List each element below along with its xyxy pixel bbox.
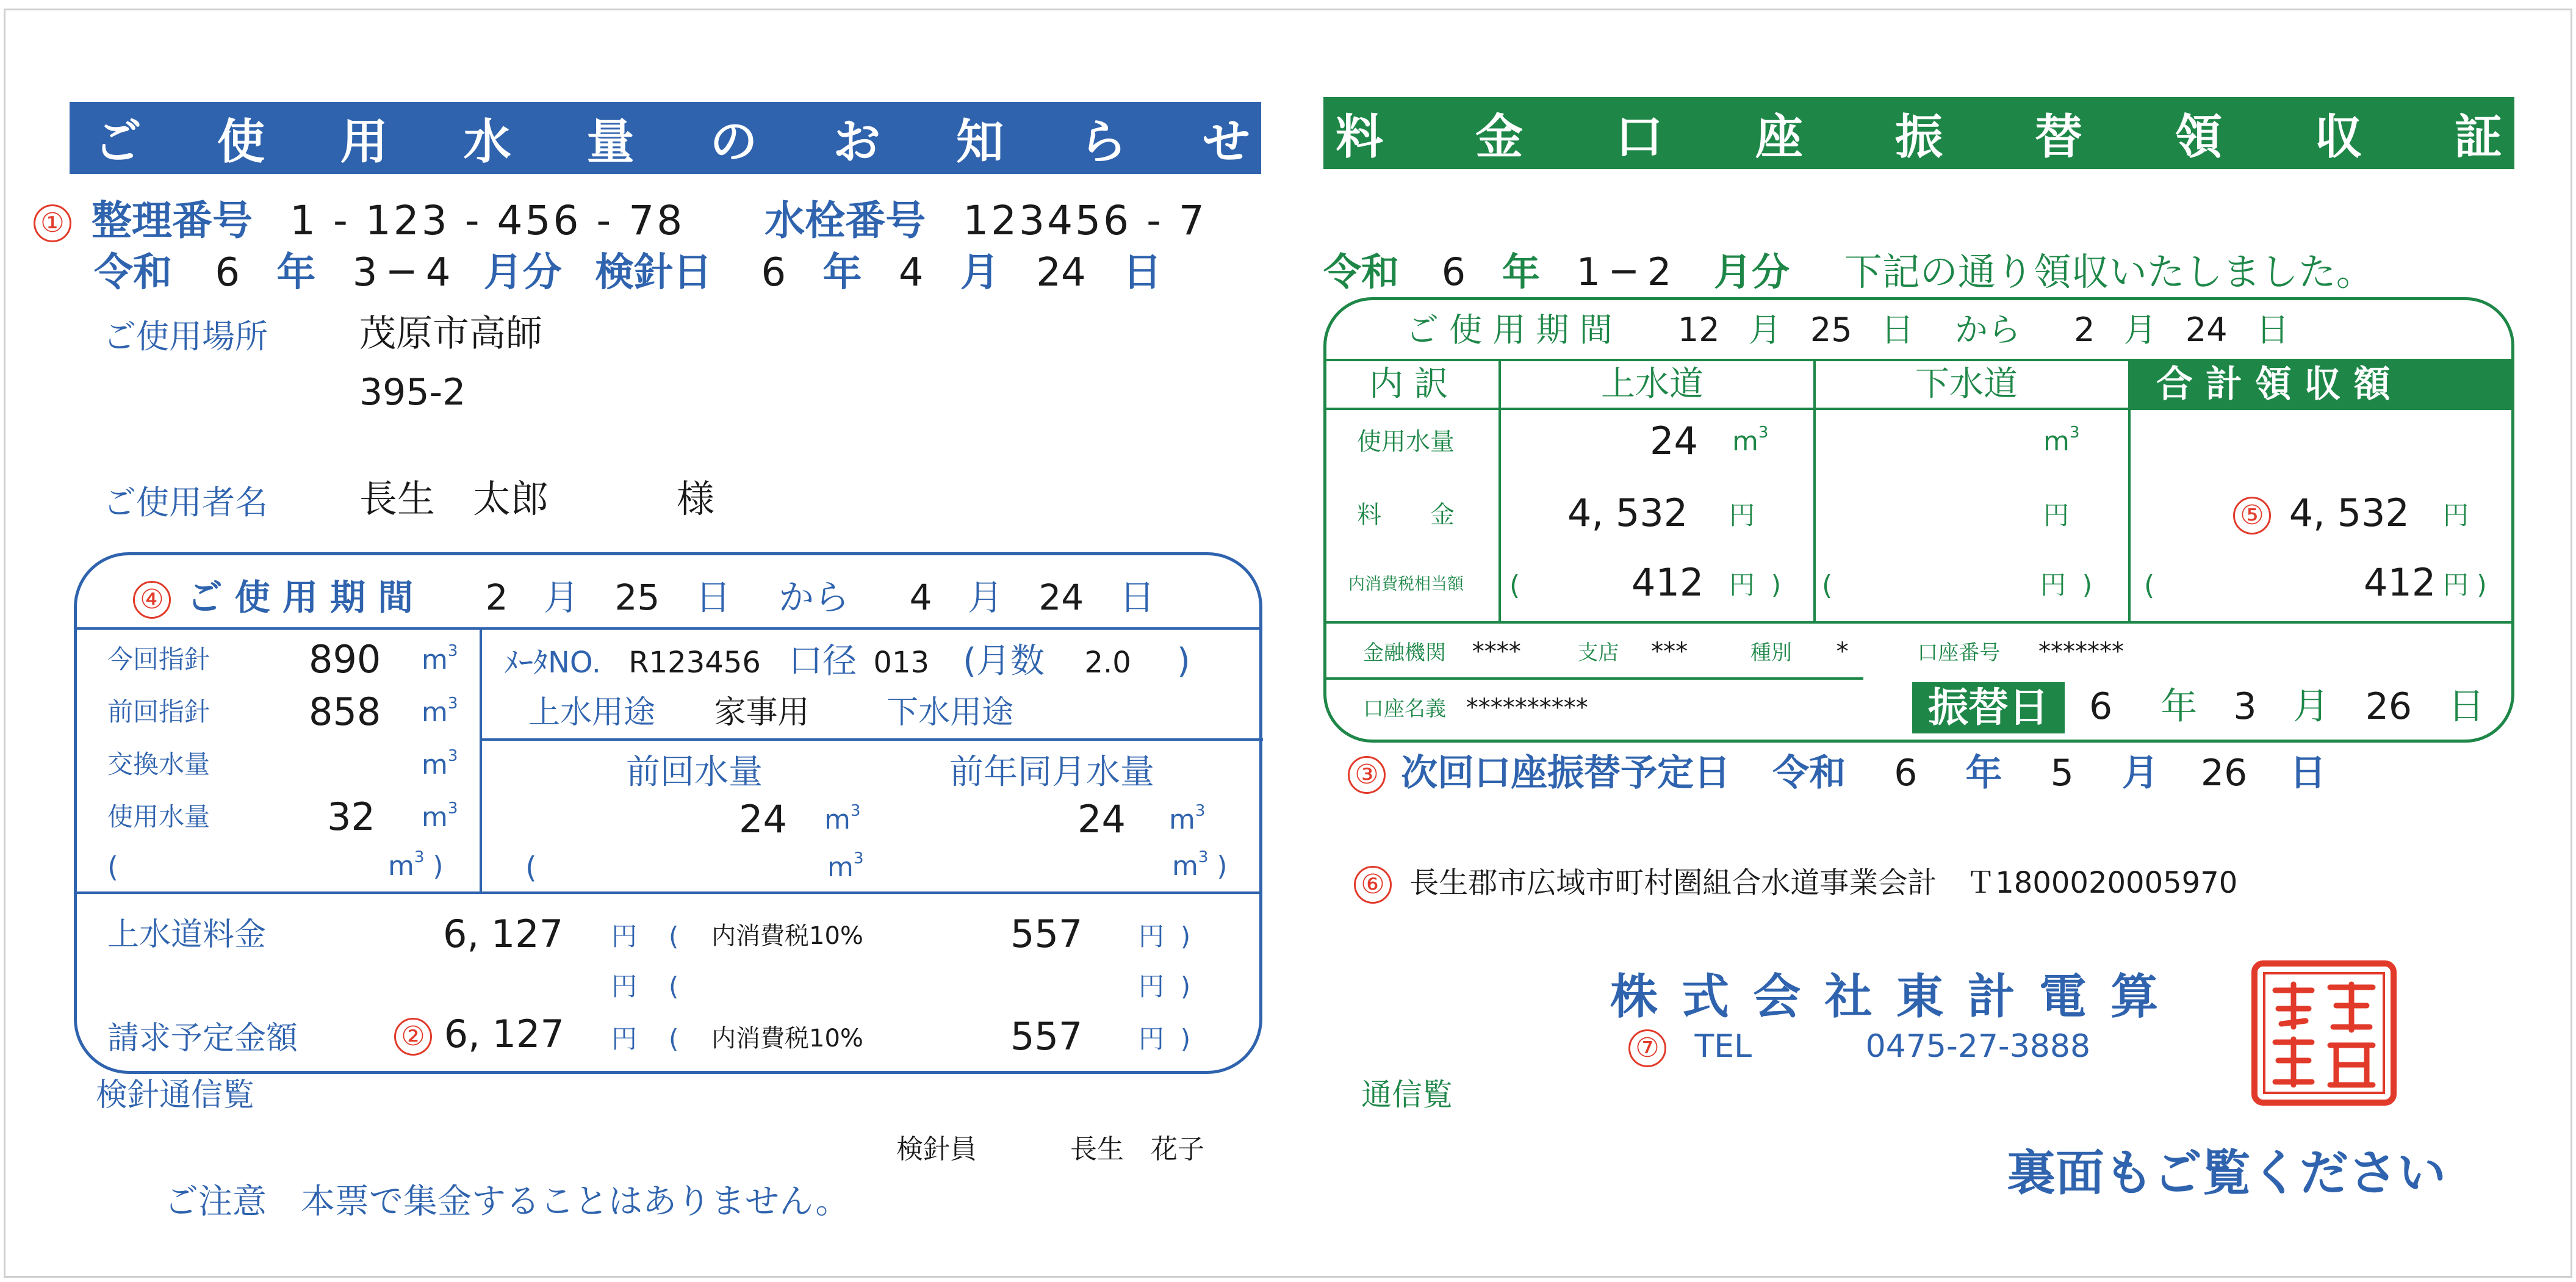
reading-value-prev: 858 (309, 690, 381, 734)
reading-label-usage: 使用水量 (107, 802, 210, 832)
left-period-kara: から (779, 577, 850, 618)
right-months: 1 ─ 2 (1576, 250, 1672, 294)
kenshinin-label: 検針員 (896, 1134, 977, 1165)
transfer-month: 3 (2233, 685, 2257, 728)
marker-7: ⑦ (1628, 1029, 1666, 1067)
marker-4: ④ (133, 581, 171, 619)
marker-2: ② (394, 1018, 432, 1056)
left-period-to-month: 4 (909, 577, 932, 618)
tax-josui: 412 (1632, 560, 1704, 605)
tel-label: TEL (1694, 1028, 1752, 1065)
right-to-hi: 日 (2256, 311, 2289, 349)
josui-use-value: 家事用 (714, 694, 810, 731)
org-row (1354, 866, 2237, 904)
header-char: の (710, 115, 758, 170)
divider (480, 627, 482, 891)
tax-total: 412 (2364, 560, 2436, 605)
right-tsushin-label: 通信覧 (1361, 1077, 1453, 1112)
blank-yen: 円 (611, 971, 638, 1001)
next-month: 5 (2050, 752, 2074, 794)
kokei-value: 013 (873, 646, 930, 680)
transfer-day: 26 (2365, 685, 2412, 728)
paren-open: ( (1822, 570, 1833, 601)
divider (1326, 408, 2511, 410)
transfer-tsuki: 月 (2292, 685, 2330, 728)
paren-open: ( (669, 1024, 679, 1054)
paren-open: ( (107, 851, 118, 884)
reiwa-label: 令和 (94, 250, 172, 295)
right-from-day: 25 (1810, 311, 1852, 349)
company-name: 株 式 会 社 東 計 電 算 (1610, 970, 2162, 1025)
left-period-header (133, 577, 1155, 619)
fee-total-yen: 円 (2443, 500, 2469, 530)
right-to-day: 24 (2185, 311, 2228, 349)
next-transfer-row (1348, 752, 2326, 794)
received-text: 下記の通り領収いたしました。 (1844, 250, 2374, 294)
kenshin-tsuki: 月 (960, 250, 999, 295)
header-char: 領 (2175, 110, 2223, 165)
kenshin-month: 4 (898, 250, 924, 295)
getsusu-close: ) (1177, 641, 1190, 681)
left-notice: ご注意 本票で集金することはありません。 (164, 1182, 850, 1222)
place-line1: 茂原市高師 (359, 312, 542, 355)
branch-label: 支店 (1577, 641, 1619, 665)
kenshin-label: 検針日 (595, 250, 713, 295)
bank-value: **** (1472, 638, 1521, 666)
reading-unit: $m^3$ (422, 799, 458, 833)
reading-value-now: 890 (309, 637, 381, 682)
right-kara: から (1954, 311, 2021, 349)
bill-amount: 6, 127 (444, 1012, 564, 1056)
header-char: ら (1079, 115, 1128, 170)
right-to-month: 2 (2074, 311, 2095, 349)
reading-value-usage: 32 (327, 794, 375, 839)
col-uchiwake: 内 訳 (1369, 364, 1448, 404)
kenshin-nen: 年 (822, 250, 862, 295)
transfer-date-row (2089, 685, 2485, 728)
right-nen: 年 (1502, 250, 1540, 294)
row-tax-label: 内消費税相当額 (1348, 575, 1464, 594)
row-usage-label: 使用水量 (1357, 428, 1455, 456)
type-value: * (1836, 638, 1849, 666)
left-detail-box (74, 552, 1262, 1074)
prev-usage-value: 24 (739, 797, 787, 841)
right-period-row (1323, 250, 2374, 294)
header-char: 収 (2314, 110, 2362, 165)
right-period-title: ご 使 用 期 間 (1406, 311, 1613, 349)
gesui-use-label: 下水用途 (887, 694, 1014, 731)
paren-unit: $m^3$ ) (1172, 848, 1228, 882)
bill-tax-yen: 円 ) (1139, 1024, 1191, 1054)
fee-total-row (2233, 491, 2409, 535)
col-gesui: 下水道 (1915, 364, 2018, 404)
bill-amount-row (394, 1012, 564, 1056)
suisen-label: 水栓番号 (765, 197, 926, 244)
header-char: 料 (1336, 110, 1384, 165)
paren-open: ( (1509, 570, 1520, 601)
next-nen: 年 (1965, 752, 2002, 794)
left-header-band (70, 102, 1261, 174)
usage-josui-unit: $m^3$ (1732, 423, 1769, 457)
type-label: 種別 (1750, 641, 1792, 665)
kenshinin-name: 長生 花子 (1070, 1134, 1204, 1165)
meter-label: ﾒｰﾀNO. (504, 646, 602, 680)
header-char: 振 (1894, 110, 1943, 165)
right-reiwa: 令和 (1323, 250, 1400, 294)
account-name-row (1363, 696, 1588, 720)
header-char: 替 (2035, 110, 2083, 165)
header-char: お (833, 115, 881, 170)
header-char: せ (1202, 115, 1250, 170)
reading-unit: $m^3$ (422, 747, 458, 780)
org-name: 長生郡市広域市町村圏組合水道事業会計 Ｔ1800020005970 (1409, 866, 2238, 900)
transfer-year: 6 (2089, 685, 2113, 728)
right-period-header (1406, 311, 2289, 349)
transfer-hi: 日 (2448, 685, 2485, 728)
water-fee-value: 6, 127 (443, 912, 564, 956)
left-tsushin-label: 検針通信覧 (96, 1077, 255, 1114)
right-from-month: 12 (1677, 311, 1720, 349)
header-char: 水 (463, 115, 511, 170)
marker-3: ③ (1348, 756, 1386, 794)
marker-1: ① (34, 204, 71, 242)
divider (1326, 621, 2511, 624)
right-tsuki: 月 (1748, 311, 1782, 349)
seiri-label: 整理番号 (91, 197, 253, 244)
next-transfer-label: 次回口座振替予定日 (1401, 752, 1731, 794)
water-tax-yen: 円 ) (1139, 921, 1191, 951)
water-fee-label: 上水道料金 (107, 916, 267, 953)
fee-gesui-yen: 円 (2043, 500, 2070, 530)
place-line2: 395-2 (359, 371, 466, 414)
col-total: 合 計 領 収 額 (2156, 363, 2391, 406)
divider (77, 891, 1259, 894)
header-char: ご (94, 115, 142, 170)
next-day: 26 (2200, 752, 2248, 794)
month-suffix: 月分 (483, 250, 562, 295)
period-year: 6 (215, 250, 240, 295)
marker-5: ⑤ (2233, 497, 2271, 535)
paren-open: ( (669, 921, 679, 951)
col-josui: 上水道 (1601, 364, 1704, 404)
left-period-to-hi: 日 (1119, 577, 1155, 618)
next-hi: 日 (2289, 752, 2326, 794)
seiri-row (34, 197, 1207, 244)
next-tsuki: 月 (2121, 752, 2159, 794)
usage-gesui-unit: $m^3$ (2043, 423, 2080, 457)
paren-open: ( (2144, 570, 2155, 601)
right-to-tsuki: 月 (2123, 311, 2157, 349)
bill-tax-label: 内消費税10% (711, 1025, 863, 1053)
left-period-from-month: 2 (485, 577, 508, 618)
bill-yen: 円 (611, 1024, 638, 1054)
divider (1498, 359, 1501, 621)
left-period-to-tsuki: 月 (967, 577, 1003, 618)
left-period-from-day: 25 (614, 577, 660, 618)
right-hi: 日 (1880, 311, 1914, 349)
yoy-usage-label: 前年同月水量 (949, 752, 1154, 792)
account-name-label: 口座名義 (1363, 697, 1446, 721)
bill-label: 請求予定金額 (107, 1020, 298, 1057)
user-suffix: 様 (677, 477, 715, 521)
header-char: 金 (1475, 110, 1524, 165)
left-period-to-day: 24 (1038, 577, 1084, 618)
header-char: 座 (1755, 110, 1803, 165)
water-tax-value: 557 (1010, 912, 1083, 956)
divider (1326, 677, 1863, 680)
fee-total: 4, 532 (2289, 491, 2409, 535)
place-label: ご使用場所 (103, 317, 268, 356)
bill-tax-value: 557 (1010, 1014, 1083, 1059)
usage-josui: 24 (1650, 419, 1698, 463)
right-header-band (1323, 97, 2514, 169)
transfer-nen: 年 (2160, 685, 2198, 728)
water-tax-label: 内消費税10% (711, 922, 863, 950)
next-year: 6 (1894, 752, 1918, 794)
blank-yen: 円 ) (1139, 971, 1191, 1001)
water-usage-notice-sheet (4, 9, 2572, 1278)
prev-usage-label: 前回水量 (626, 752, 763, 792)
left-period-tsuki: 月 (544, 577, 580, 618)
left-period-title: ご 使 用 期 間 (187, 577, 414, 618)
tax-josui-yen: 円 ) (1729, 570, 1782, 600)
right-receipt-box (1323, 297, 2514, 743)
prev-usage-unit: $m^3$ (824, 802, 861, 835)
meter-no: R123456 (628, 646, 761, 680)
yoy-usage-value: 24 (1078, 797, 1126, 841)
getsusu-label: (月数 (963, 641, 1045, 681)
seiri-value: 1 - 123 - 456 - 78 (289, 197, 685, 244)
reading-unit: $m^3$ (422, 642, 458, 675)
divider (77, 627, 1259, 630)
right-month-suffix: 月分 (1714, 250, 1790, 294)
meter-row (504, 641, 1190, 681)
paren-unit: $m^3$ (827, 849, 864, 883)
account-no-value: ******* (2038, 638, 2124, 666)
nen-label: 年 (276, 250, 316, 295)
reading-unit: $m^3$ (422, 694, 458, 728)
tel-value: 0475-27-3888 (1865, 1028, 2091, 1065)
account-no-label: 口座番号 (1917, 641, 2001, 665)
bank-row (1363, 639, 2124, 664)
reading-label-now: 今回指針 (107, 644, 210, 674)
marker-6: ⑥ (1354, 866, 1392, 904)
kokei-label: 口径 (788, 641, 857, 681)
branch-value: *** (1651, 638, 1688, 666)
bank-label: 金融機関 (1363, 641, 1446, 665)
transfer-date-label: 振替日 (1912, 682, 2065, 733)
user-label: ご使用者名 (103, 483, 268, 522)
back-notice: 裏面もご覧ください (2007, 1145, 2446, 1201)
header-char: 用 (340, 115, 388, 170)
paren-open: ( (525, 851, 537, 885)
header-char: 量 (586, 115, 635, 170)
period-row (94, 250, 1162, 295)
next-reiwa: 令和 (1772, 752, 1846, 794)
period-months: 3 ─ 4 (352, 250, 451, 295)
suisen-value: 123456 - 7 (963, 197, 1207, 244)
company-seal-icon (2251, 960, 2397, 1106)
header-char: 口 (1615, 110, 1663, 165)
reading-label-prev: 前回指針 (107, 697, 210, 727)
paren-open: ( (669, 971, 679, 1001)
header-char: 証 (2454, 110, 2502, 165)
header-char: 使 (217, 115, 265, 170)
use-row (528, 694, 1014, 731)
row-fee-label: 料 金 (1357, 501, 1455, 529)
header-char: 知 (956, 115, 1004, 170)
kenshin-hi: 日 (1123, 250, 1162, 295)
left-period-hi: 日 (695, 577, 731, 618)
paren-unit: $m^3$ ) (388, 848, 444, 882)
account-name-value: ********** (1466, 694, 1588, 722)
kenshin-day: 24 (1036, 250, 1086, 295)
divider (1813, 359, 1816, 621)
user-name: 長生 太郎 (359, 477, 549, 521)
josui-use-label: 上水用途 (528, 694, 656, 731)
reading-label-exchange: 交換水量 (107, 749, 210, 779)
yoy-usage-unit: $m^3$ (1169, 802, 1206, 835)
tax-gesui-yen: 円 ) (2040, 570, 2093, 600)
getsusu-value: 2.0 (1084, 646, 1131, 680)
divider (482, 738, 1263, 741)
water-fee-yen: 円 (611, 921, 638, 951)
right-year: 6 (1441, 250, 1466, 294)
tel-row (1628, 1029, 2090, 1067)
tax-total-yen: 円 ) (2443, 570, 2487, 600)
kenshin-year: 6 (761, 250, 786, 295)
fee-josui-yen: 円 (1729, 500, 1755, 530)
fee-josui: 4, 532 (1567, 491, 1688, 535)
